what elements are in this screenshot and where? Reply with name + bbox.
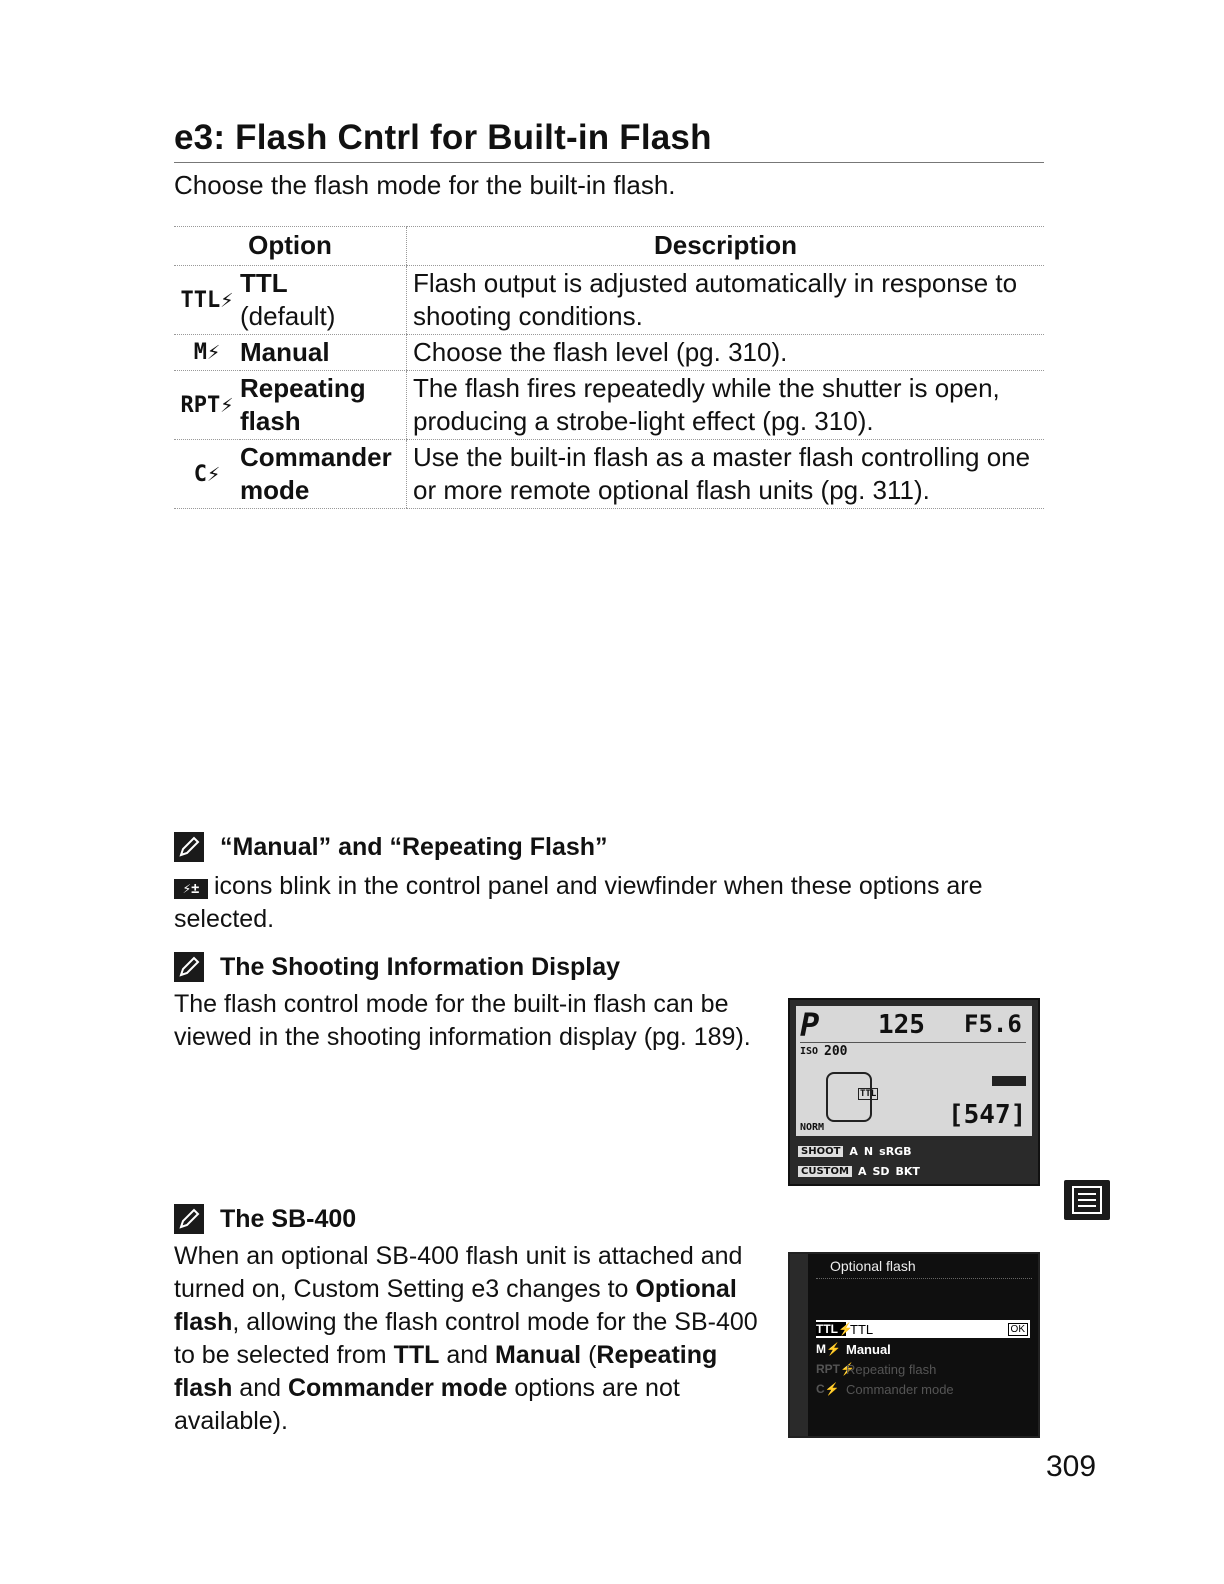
menu-item-commander <box>816 1380 1030 1398</box>
option-description: The flash fires repeatedly while the shutter is open, producing a strobe-light effect (pg. 310). <box>407 371 1045 440</box>
menu-sidebar <box>790 1254 808 1436</box>
description-header: Description <box>407 227 1045 266</box>
option-name: TTL <box>240 268 288 298</box>
repeating-flash-icon: RPT⚡ <box>174 371 240 440</box>
info-row-custom <box>798 1162 928 1180</box>
exposure-mode: P <box>800 1006 820 1044</box>
manual-flash-icon: M⚡ <box>816 1342 841 1356</box>
ok-icon: OK <box>1008 1323 1028 1336</box>
text-run: ( <box>581 1341 597 1369</box>
note-heading-manual-repeating <box>174 832 608 862</box>
pencil-note-icon <box>174 1204 204 1234</box>
frames-remaining: [547] <box>948 1100 1027 1130</box>
shoot-value: N <box>863 1144 874 1158</box>
pencil-note-icon <box>174 952 204 982</box>
menu-item-label: Commander mode <box>846 1381 954 1397</box>
table-row <box>174 266 1044 335</box>
custom-value: SD <box>872 1164 890 1178</box>
shutter-speed: 125 <box>878 1010 925 1040</box>
info-row-shoot <box>798 1142 912 1160</box>
aperture: F5.6 <box>964 1010 1022 1038</box>
note-heading-text: The Shooting Information Display <box>220 952 620 981</box>
text-run: and <box>232 1374 288 1402</box>
optional-flash-menu-image <box>788 1252 1040 1438</box>
manual-flash-icon: M⚡ <box>174 335 240 371</box>
repeating-flash-icon: RPT⚡ <box>816 1362 855 1376</box>
menu-item-repeating <box>816 1360 1030 1378</box>
menu-item-ttl <box>816 1320 1030 1338</box>
table-row <box>174 335 1044 371</box>
custom-value: A <box>857 1164 867 1178</box>
shooting-info-display-image <box>788 998 1040 1186</box>
iso-label: ISO <box>800 1046 819 1057</box>
option-header: Option <box>174 227 407 266</box>
section-subtitle: Choose the flash mode for the built-in flash. <box>174 170 676 200</box>
bold-text-run: Commander mode <box>287 1374 508 1402</box>
note-heading-shooting-info <box>174 952 620 982</box>
option-description: Flash output is adjusted automatically in response to shooting conditions. <box>407 266 1045 335</box>
battery-icon <box>992 1076 1026 1086</box>
text-run: When an optional SB-400 flash unit is attached and turned on, Custom Setting e3 changes to <box>174 1242 743 1303</box>
commander-flash-icon: C⚡ <box>816 1382 840 1396</box>
option-name: Repeating flash <box>240 371 407 440</box>
page-number: 309 <box>1046 1450 1097 1483</box>
shoot-value: A <box>849 1144 858 1158</box>
note-heading-text: The SB-400 <box>220 1204 357 1233</box>
shoot-value: sRGB <box>879 1144 912 1158</box>
table-row <box>174 440 1044 509</box>
menu-item-label: TTL <box>850 1321 874 1337</box>
note-body-text: icons blink in the control panel and viewfinder when these options are selected. <box>174 872 983 933</box>
text-run: , allowing the flash control mode for the SB-400 to be selected from <box>174 1308 758 1369</box>
note-heading-text: “Manual” and “Repeating Flash” <box>220 832 608 861</box>
option-description: Use the built-in flash as a master flash controlling one or more remote optional flash units (pg. 311). <box>407 440 1045 509</box>
text-run: options are not available). <box>174 1374 680 1435</box>
option-default-label: (default) <box>240 301 336 331</box>
options-table <box>174 226 1044 509</box>
menu-item-label: Repeating flash <box>846 1361 937 1377</box>
info-lcd <box>796 1006 1032 1136</box>
ttl-flash-icon: TTL⚡ <box>816 1322 853 1336</box>
flash-mode-indicator: TTL <box>860 1089 877 1099</box>
bracketing-label: BKT <box>895 1164 920 1178</box>
commander-flash-icon: C⚡ <box>174 440 240 509</box>
text-run: and <box>439 1341 495 1369</box>
image-quality: NORM <box>800 1122 825 1133</box>
section-title: e3: Flash Cntrl for Built-in Flash <box>174 118 1044 163</box>
bold-text-run: TTL <box>393 1341 440 1369</box>
option-description: Choose the flash level (pg. 310). <box>407 335 1045 371</box>
iso-value: 200 <box>824 1044 848 1059</box>
flash-compensation-icon: ⚡± <box>174 879 208 899</box>
note-body-sb400 <box>174 1240 764 1438</box>
menu-item-label: Manual <box>846 1341 891 1357</box>
option-name: Manual <box>240 335 407 371</box>
shoot-tag: SHOOT <box>798 1146 843 1157</box>
pencil-note-icon <box>174 832 204 862</box>
table-row <box>174 371 1044 440</box>
menu-title: Optional flash <box>830 1258 916 1274</box>
bold-text-run: Repeating flash <box>174 1341 718 1402</box>
bold-text-run: Optional flash <box>174 1275 737 1336</box>
note-body-manual-repeating <box>174 870 1044 936</box>
menu-item-manual <box>816 1340 1030 1358</box>
note-heading-sb400 <box>174 1204 356 1234</box>
custom-settings-tab-icon <box>1064 1180 1110 1220</box>
ttl-flash-icon: TTL⚡ <box>174 266 240 335</box>
custom-tag: CUSTOM <box>798 1166 852 1177</box>
option-name: Commander mode <box>240 440 407 509</box>
bold-text-run: Manual <box>495 1341 582 1369</box>
note-body-shooting-info: The flash control mode for the built-in flash can be viewed in the shooting information display (pg. 189). <box>174 990 751 1051</box>
